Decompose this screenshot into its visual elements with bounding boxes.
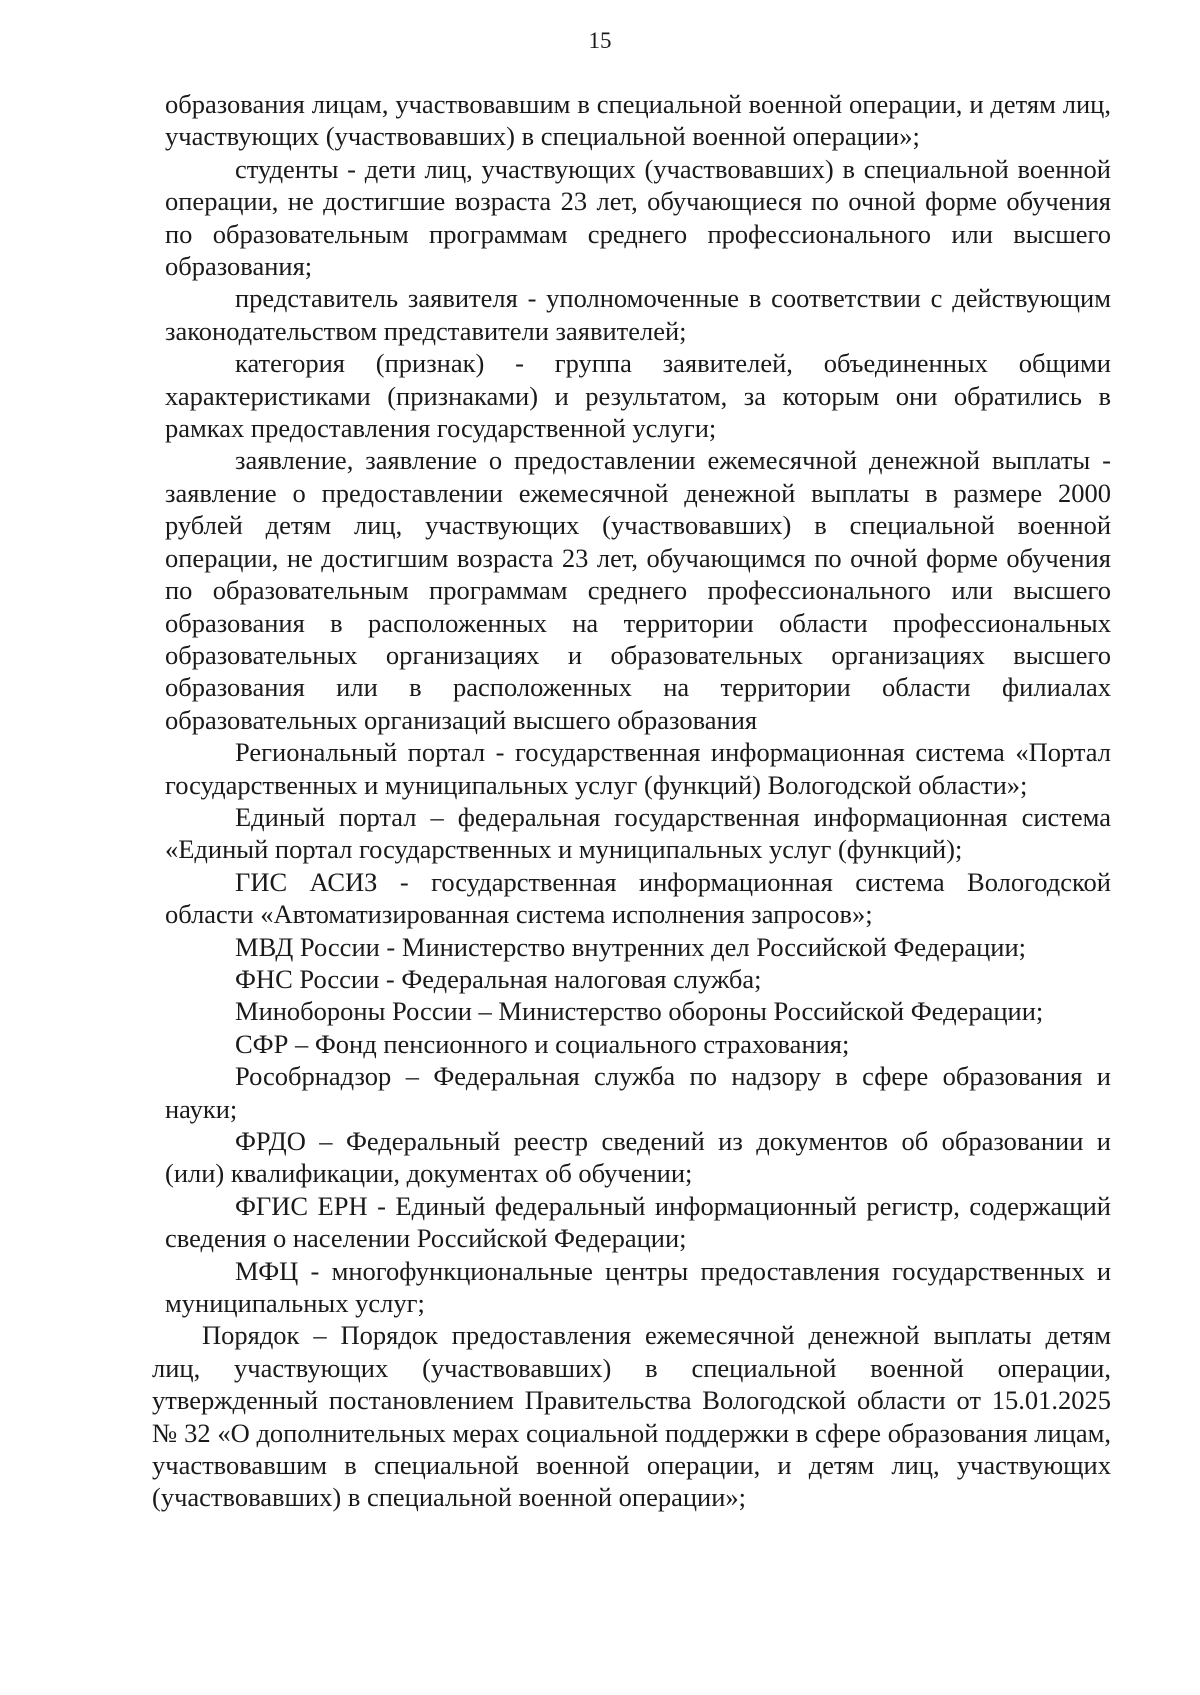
document-body xyxy=(152,88,1111,1514)
paragraph-definition-category: категория (признак) - группа заявителей, объединенных общими характеристиками (признаками) и результатом, за которым они обратились в рамках предоставления государственной услуги; xyxy=(165,348,1111,444)
paragraph-definition-procedure: Порядок – Порядок предоставления ежемесячной денежной выплаты детям лиц, участвующих (участвовавших) в специальной военной операции, утвержденный постановлением Правительства Вологодской области от 15.01.2025 № 32 «О дополнительных мерах социальной поддержки в сфере образования лицам, участвовавшим в специальной военной операции, и детям лиц, участвующих (участвовавших) в специальной военной операции»; xyxy=(152,1320,1111,1513)
paragraph-definition-mfc: МФЦ - многофункциональные центры предоставления государственных и муниципальных услуг; xyxy=(165,1255,1111,1319)
paragraph-definition-regional-portal: Региональный портал - государственная информационная система «Портал государственных и муниципальных услуг (функций) Вологодской области»; xyxy=(165,737,1111,800)
paragraph-definition-gis-asiz: ГИС АСИЗ - государственная информационная система Вологодской области «Автоматизированная система исполнения запросов»; xyxy=(165,866,1111,930)
paragraph-definition-unified-portal: Единый портал – федеральная государственная информационная система «Единый портал государственных и муниципальных услуг (функций); xyxy=(165,801,1111,865)
page-number: 15 xyxy=(588,28,612,53)
paragraph-continuation: образования лицам, участвовавшим в специальной военной операции, и детям лиц, участвующих (участвовавших) в специальной военной операции»; xyxy=(165,89,1111,152)
paragraph-definition-rosobrnadzor: Рособрнадзор – Федеральная служба по надзору в сфере образования и науки; xyxy=(165,1061,1111,1124)
paragraph-definition-fns: ФНС России - Федеральная налоговая служба; xyxy=(235,963,762,994)
paragraph-definition-minoborony: Минобороны России – Министерство обороны Российской Федерации; xyxy=(235,996,1044,1027)
paragraph-definition-representative: представитель заявителя - уполномоченные в соответствии с действующим законодательством представители заявителей; xyxy=(165,283,1111,346)
paragraph-definition-frdo: ФРДО – Федеральный реестр сведений из документов об образовании и (или) квалификации, документах об обучении; xyxy=(165,1126,1111,1189)
paragraph-definition-sfr: СФР – Фонд пенсионного и социального страхования; xyxy=(235,1028,850,1059)
paragraph-definition-students: студенты - дети лиц, участвующих (участвовавших) в специальной военной операции, не достигшие возраста 23 лет, обучающиеся по очной форме обучения по образовательным программам среднего профессионального или высшего образования; xyxy=(165,153,1111,282)
paragraph-definition-application: заявление, заявление о предоставлении ежемесячной денежной выплаты - заявление о предоставлении ежемесячной денежной выплаты в размере 2000 рублей детям лиц, участвующих (участвовавших) в специальной военной операции, не достигшим возраста 23 лет, обучающимся по очной форме обучения по образовательным программам среднего профессионального или высшего образования в расположенных на территории области профессиональных образовательных организациях и образовательных организациях высшего образования или в расположенных на территории области филиалах образовательных организаций высшего образования xyxy=(165,445,1111,735)
paragraph-definition-mvd: МВД России - Министерство внутренних дел Российской Федерации; xyxy=(235,931,1027,962)
paragraph-definition-fgis-ern: ФГИС ЕРН - Единый федеральный информационный регистр, содержащий сведения о населении Российской Федерации; xyxy=(165,1190,1111,1254)
